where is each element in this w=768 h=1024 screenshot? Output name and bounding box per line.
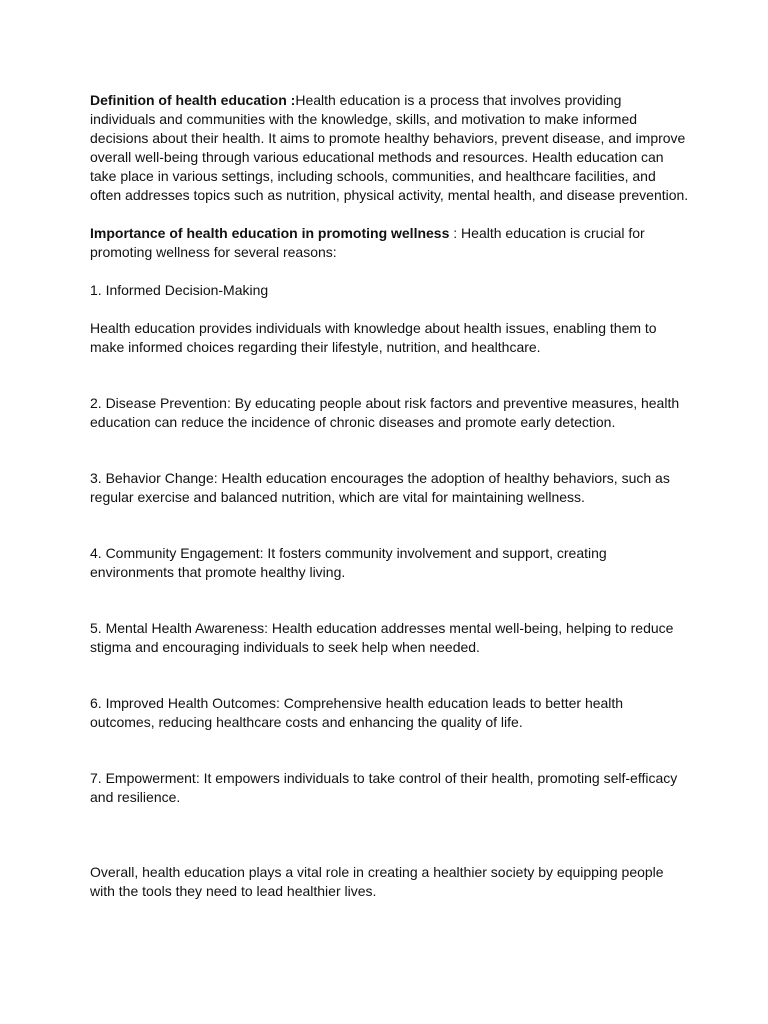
point-7: 7. Empowerment: It empowers individuals to take control of their health, promoting self-efficacy and resilience. [90,770,678,805]
conclusion-paragraph: Overall, health education plays a vital role in creating a healthier society by equipping people with the tools they need to lead healthier lives. [90,864,664,899]
point-3: 3. Behavior Change: Health education encourages the adoption of healthy behaviors, such as regular exercise and balanced nutrition, which are vital for maintaining wellness. [90,470,670,505]
point-4: 4. Community Engagement: It fosters community involvement and support, creating environments that promote healthy living. [90,545,607,580]
definition-text: Health education is a process that involves providing individuals and communities with the knowledge, skills, and motivation to make informed decisions about their health. It aims to promote healthy behaviors, prevent disease, and improve overall well-being through various educational methods and resources. Health education can take place in various settings, including schools, communities, and healthcare facilities, and often addresses topics such as nutrition, physical activity, mental health, and disease prevention. [90,92,689,203]
point-6: 6. Improved Health Outcomes: Comprehensive health education leads to better health outcomes, reducing healthcare costs and enhancing the quality of life. [90,695,624,730]
definition-paragraph [90,91,690,205]
point-5: 5. Mental Health Awareness: Health education addresses mental well-being, helping to reduce stigma and encouraging individuals to seek help when needed. [90,620,674,655]
point-1-text: Health education provides individuals with knowledge about health issues, enabling them to make informed choices regarding their lifestyle, nutrition, and healthcare. [90,320,657,355]
document-body [90,91,690,901]
importance-heading: Importance of health education in promoting wellness [90,225,450,241]
point-2: 2. Disease Prevention: By educating people about risk factors and preventive measures, health education can reduce the incidence of chronic diseases and promote early detection. [90,395,680,430]
point-1-title: 1. Informed Decision-Making [90,282,269,298]
definition-heading: Definition of health education : [90,92,296,108]
importance-text: : Health education is crucial for promoting wellness for several reasons: [90,225,645,260]
importance-paragraph [90,224,690,262]
